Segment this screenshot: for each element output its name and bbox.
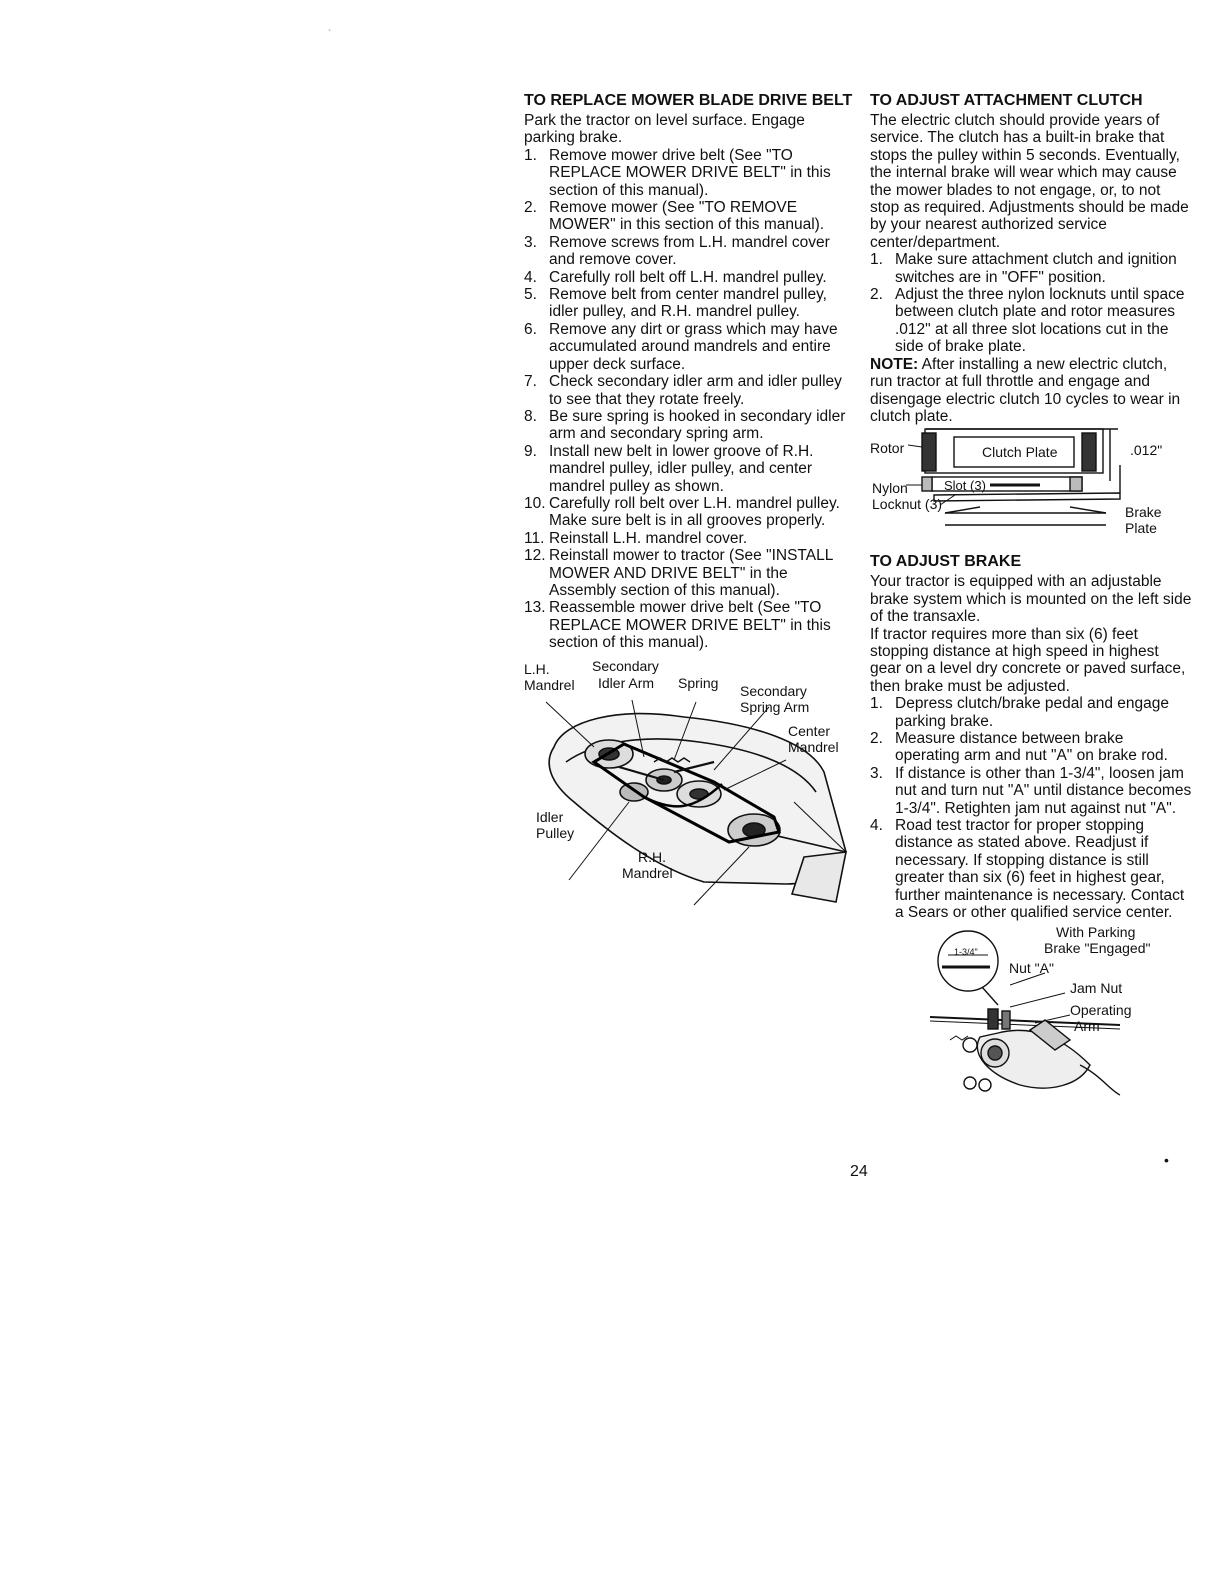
step-number: 3. [870, 764, 883, 782]
label-arm: Arm [1074, 1018, 1100, 1035]
label-gap: .012" [1130, 442, 1163, 459]
label-rotor: Rotor [870, 440, 905, 457]
step-number: 12. [524, 547, 546, 565]
step-number: 6. [524, 320, 537, 338]
label-rh-mandrel: Mandrel [622, 864, 673, 881]
label-center-mandrel: Mandrel [788, 738, 839, 755]
step-text: Remove screws from L.H. mandrel cover and remove cover. [549, 233, 830, 269]
label-jam-nut: Jam Nut [1070, 980, 1123, 997]
label-nylon: Nylon [872, 480, 908, 497]
step-number: 9. [524, 442, 537, 460]
label-with-parking: With Parking [1056, 924, 1136, 941]
label-locknut: Locknut (3) [872, 496, 943, 513]
list-item [524, 547, 854, 599]
label-operating: Operating [1070, 1002, 1132, 1019]
stray-dot: • [1164, 1152, 1169, 1168]
brake-para-2: If tractor requires more than six (6) feet stopping distance at high speed in highest gear on a level dry concrete or paved surface, then brake must be adjusted. [870, 625, 1186, 695]
step-number: 1. [524, 146, 537, 164]
list-item [870, 286, 1192, 356]
note-label: NOTE: [870, 355, 919, 373]
clutch-intro: The electric clutch should provide years of service. The clutch has a built-in brake that stops the pulley within 5 seconds. Eventually, the internal brake will wear which may cause the mower blades to not engage, or, to not stop as required. Adjustments should be made by your nearest authorized service center/department. [870, 112, 1189, 251]
step-number: 13. [524, 599, 546, 617]
step-text: Remove mower drive belt (See "TO REPLACE MOWER DRIVE BELT" in this section of this manual). [549, 146, 831, 199]
label-secondary: Secondary [592, 657, 659, 674]
step-number: 1. [870, 695, 883, 713]
list-item [524, 530, 854, 547]
list-item [870, 765, 1192, 817]
step-number: 4. [524, 268, 537, 286]
step-text: Make sure attachment clutch and ignition switches are in "OFF" position. [895, 251, 1177, 286]
step-text: Adjust the three nylon locknuts until space between clutch plate and rotor measures .012" at all three slot locations cut in the side of brake plate. [895, 286, 1185, 356]
label-rh: R.H. [638, 848, 666, 865]
blade-belt-steps [524, 147, 854, 652]
list-item [524, 321, 854, 373]
label-secondary-spring: Secondary [740, 682, 807, 699]
step-number: 2. [870, 286, 883, 304]
step-text: Reinstall L.H. mandrel cover. [549, 529, 748, 547]
page-number: 24 [850, 1163, 868, 1180]
step-text: Remove belt from center mandrel pulley, idler pulley, and R.H. mandrel pulley. [549, 286, 827, 321]
left-column [524, 92, 854, 924]
step-text: Road test tractor for proper stopping distance as stated above. Readjust if necessary. If stopping distance is still greater than six (6) feet in highest gear, further maintenance is necessary. Contact a Sears or other qualified service center. [895, 817, 1185, 922]
list-item [524, 269, 854, 286]
step-number: 11. [524, 529, 545, 547]
step-text: Be sure spring is hooked in secondary idler arm and secondary spring arm. [549, 407, 846, 443]
list-item [524, 234, 854, 269]
label-clutch-plate: Clutch Plate [982, 444, 1058, 461]
list-item [870, 695, 1192, 730]
step-number: 10. [524, 494, 546, 512]
step-text: If distance is other than 1-3/4", loosen jam nut and turn nut "A" until distance becomes 1-3/4". Retighten jam nut against nut "A". [895, 764, 1192, 817]
step-text: Check secondary idler arm and idler pulley to see that they rotate freely. [549, 373, 842, 408]
list-item [524, 443, 854, 495]
list-item [524, 408, 854, 443]
step-text: Reassemble mower drive belt (See "TO REPLACE MOWER DRIVE BELT" in this section of this manual). [549, 599, 831, 652]
step-number: 4. [870, 817, 883, 834]
section-title-clutch: TO ADJUST ATTACHMENT CLUTCH [870, 92, 1143, 109]
label-slot: Slot (3) [944, 478, 986, 494]
brake-para-1: Your tractor is equipped with an adjustable brake system which is mounted on the left side of the transaxle. [870, 573, 1192, 626]
step-text: Install new belt in lower groove of R.H. mandrel pulley, idler pulley, and center mandrel pulley as shown. [549, 442, 814, 495]
label-brake-plate: Plate [1125, 520, 1157, 537]
list-item [524, 286, 854, 321]
label-brake: Brake [1125, 504, 1162, 521]
step-number: 8. [524, 407, 537, 425]
list-item [524, 495, 854, 530]
clutch-figure [870, 425, 1192, 545]
label-inset-measure: 1-3/4" [954, 947, 978, 958]
step-number: 5. [524, 286, 537, 304]
step-number: 2. [870, 729, 883, 747]
list-item [524, 373, 854, 408]
label-idler: Idler [536, 808, 564, 825]
label-brake-engaged: Brake "Engaged" [1044, 940, 1151, 957]
step-text: Remove mower (See "TO REMOVE MOWER" in this section of this manual). [549, 199, 825, 234]
step-number: 3. [524, 233, 537, 251]
right-column [870, 92, 1192, 1097]
label-idler-arm: Idler Arm [598, 674, 655, 691]
step-text: Depress clutch/brake pedal and engage parking brake. [895, 695, 1170, 730]
clutch-steps [870, 251, 1192, 355]
brake-steps [870, 695, 1192, 921]
list-item [870, 817, 1192, 921]
blade-belt-intro: Park the tractor on level surface. Engage parking brake. [524, 112, 805, 147]
scan-mark: ` [328, 29, 332, 40]
section-title-blade-belt: TO REPLACE MOWER BLADE DRIVE BELT [524, 92, 853, 109]
step-text: Carefully roll belt off L.H. mandrel pulley. [549, 268, 827, 286]
label-lh: L.H. [524, 660, 550, 677]
label-nut-a: Nut "A" [1009, 960, 1054, 977]
list-item [524, 199, 854, 234]
step-number: 2. [524, 199, 537, 217]
clutch-note [870, 356, 1192, 426]
label-mandrel: Mandrel [524, 676, 575, 693]
list-item [524, 599, 854, 651]
step-text: Reinstall mower to tractor (See "INSTALL MOWER AND DRIVE BELT" in the Assembly section of this manual). [549, 547, 833, 599]
step-text: Remove any dirt or grass which may have accumulated around mandrels and entire upper deck surface. [549, 320, 838, 373]
step-text: Measure distance between brake operating arm and nut "A" on brake rod. [895, 729, 1168, 765]
section-title-brake: TO ADJUST BRAKE [870, 553, 1022, 571]
mower-deck-figure [524, 657, 854, 924]
step-text: Carefully roll belt over L.H. mandrel pulley. Make sure belt is in all grooves properly. [549, 494, 840, 530]
list-item [524, 147, 854, 199]
label-idler-pulley: Pulley [536, 824, 575, 841]
label-spring: Spring [678, 674, 719, 691]
label-spring-arm: Spring Arm [740, 698, 810, 715]
step-number: 1. [870, 251, 883, 269]
step-number: 7. [524, 373, 537, 391]
list-item [870, 730, 1192, 765]
list-item [870, 251, 1192, 286]
label-center: Center [788, 722, 831, 739]
brake-figure [870, 925, 1192, 1097]
note-text: After installing a new electric clutch, run tractor at full throttle and engage and disengage electric clutch 10 cycles to wear in clutch plate. [870, 355, 1181, 425]
